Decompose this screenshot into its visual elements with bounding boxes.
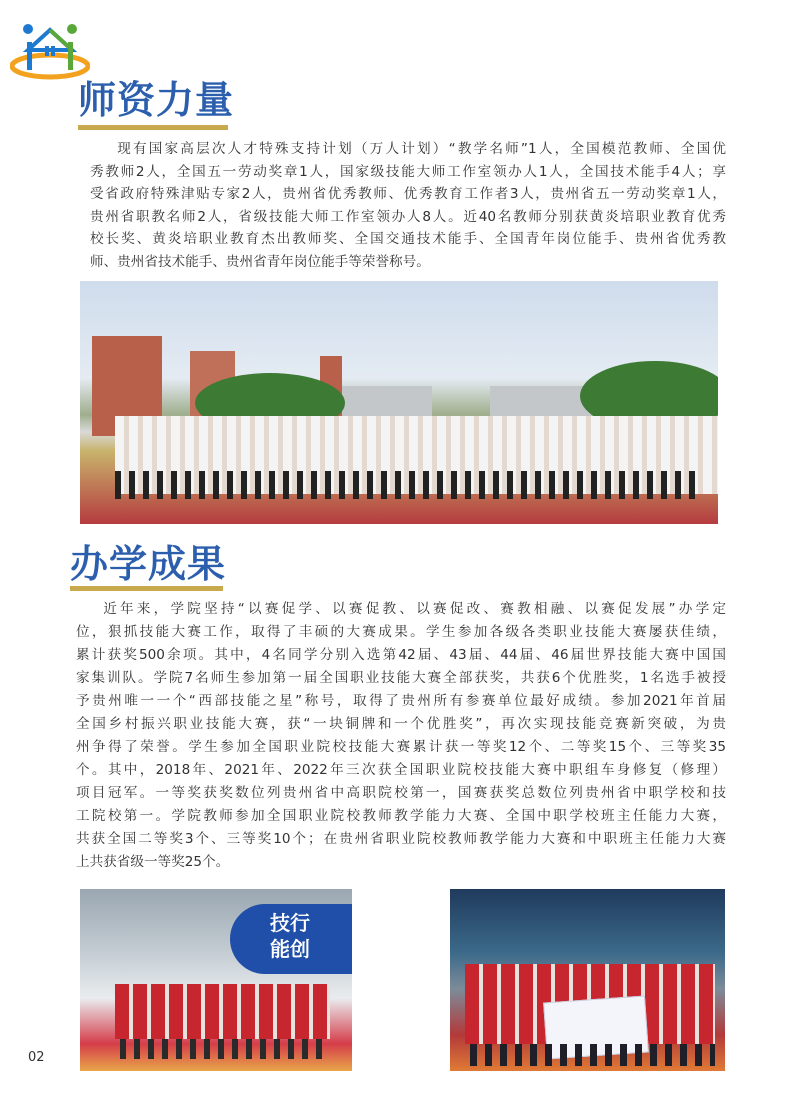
text-line: 项目冠军。一等奖获奖数位列贵州省中高职院校第一，国赛获奖总数位列贵州省中职学校和技 [76, 785, 726, 801]
competition-team-photo [80, 889, 352, 1071]
text-line: 累计获奖500余项。其中，4名同学分别入选第42届、43届、44届、46届世界技能大赛中国国 [76, 647, 726, 663]
text-line: 工院校第一。学院教师参加全国职业院校教师教学能力大赛、全国中职学校班主任能力大赛， [76, 808, 726, 824]
faculty-group-photo [80, 281, 718, 524]
text-line: 上共获省级一等奖25个。 [76, 854, 230, 870]
school-logo [10, 22, 90, 82]
section-title-faculty: 师资力量 [78, 78, 235, 122]
text-line: 位，狠抓技能大赛工作，取得了丰硕的大赛成果。学生参加各级各类职业技能大赛屡获佳绩， [76, 624, 726, 640]
text-line: 校长奖、黄炎培职业教育杰出教师奖、全国交通技术能手、全国青年岗位能手、贵州省优秀教 [90, 231, 726, 248]
text-line: 贵州省职教名师2人，省级技能大师工作室领办人8人。近40名教师分别获黄炎培职业教育优秀 [90, 208, 726, 225]
title-underline [70, 586, 223, 591]
title-underline [78, 125, 228, 130]
text-line: 现有国家高层次人才特殊支持计划（万人计划）“教学名师”1人，全国模范教师、全国优 [117, 141, 726, 157]
text-line: 州争得了荣誉。学生参加全国职业院校技能大赛累计获一等奖12个、二等奖15个、三等奖35 [76, 739, 726, 755]
page-number: 02 [28, 1050, 45, 1065]
text-line: 全国乡村振兴职业技能大赛，获“一块铜牌和一个优胜奖”，再次实现技能竞赛新突破，为贵 [76, 716, 726, 732]
text-line: 家集训队。学院7名师生参加第一届全国职业技能大赛全部获奖，共获6个优胜奖，1名选手被授 [76, 670, 726, 686]
text-line: 师、贵州省技术能手、贵州省青年岗位能手等荣誉称号。 [90, 253, 430, 270]
text-line: 个。其中，2018年、2021年、2022年三次获全国职业院校技能大赛中职组车身修复（修理） [76, 762, 726, 778]
award-ceremony-photo [450, 889, 725, 1071]
text-line: 秀教师2人，全国五一劳动奖章1人，国家级技能大师工作室领办人1人，全国技术能手4人；享 [90, 163, 726, 180]
banner-text: 技行 [270, 911, 310, 935]
text-line: 共获全国二等奖3个、三等奖10个；在贵州省职业院校教师教学能力大赛和中职班主任能力大赛 [76, 831, 726, 847]
text-line: 予贵州唯一一个“西部技能之星”称号，取得了贵州所有参赛单位最好成绩。参加2021年首届 [76, 693, 726, 709]
text-line: 受省政府特殊津贴专家2人，贵州省优秀教师、优秀教育工作者3人，贵州省五一劳动奖章1人， [90, 186, 726, 203]
text-line: 近年来，学院坚持“以赛促学、以赛促教、以赛促改、赛教相融、以赛促发展”办学定 [103, 601, 726, 617]
achievements-paragraph [76, 598, 726, 874]
banner-text: 能创 [270, 937, 310, 961]
faculty-paragraph [90, 138, 726, 274]
section-title-achievements: 办学成果 [70, 542, 227, 586]
